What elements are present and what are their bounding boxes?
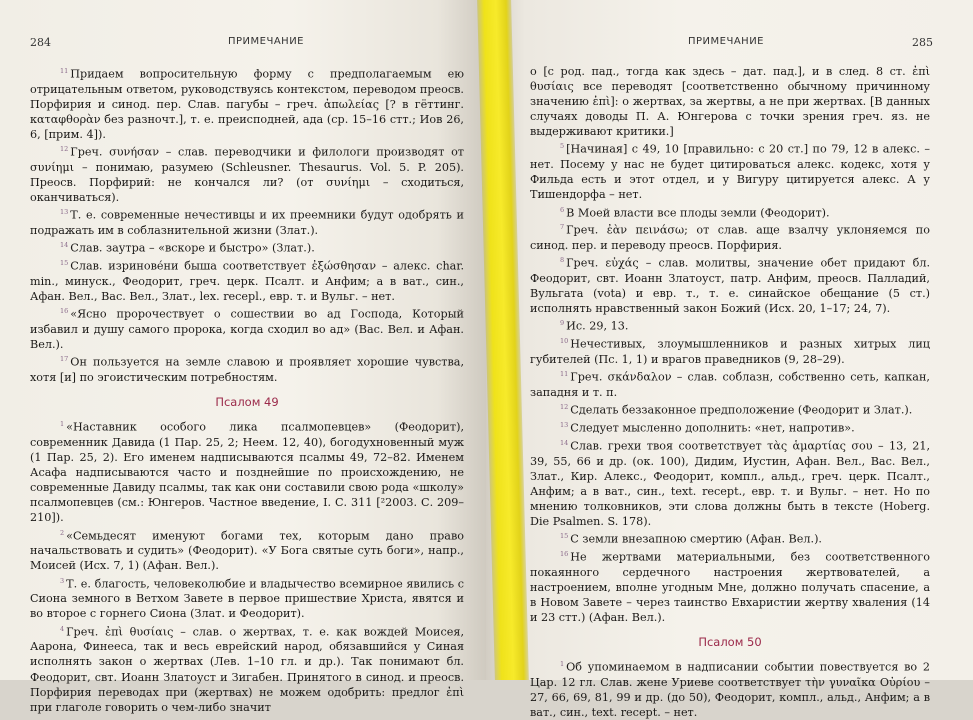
footnote-number: 15	[60, 259, 69, 268]
footnote-number: 16	[560, 549, 569, 558]
footnote-number: 5	[560, 142, 565, 151]
left-notes-before	[30, 64, 464, 385]
footnote-number: 6	[560, 205, 565, 214]
footnote-text: Ис. 29, 13.	[566, 320, 629, 334]
footnote-text: Греч. εὐχάς – слав. молитвы, значение обет придают бл. Феодорит, свт. Иоанн Златоуст, патр. Анфим, преосв. Палладий, Вульгата (vota) и евр. т., т. е. синайское обещание (5 ст.) исполнять нравственный закон Божий (Исх. 20, 1–17; 24, 7).	[530, 257, 930, 316]
footnote-text: Т. е. благость, человеколюбие и владычество всемирное явились с Сиона земного в Ветхом Завете в первое пришествие Христа, явятся и во второе с горнего Сиона (Злат. и Феодорит).	[30, 577, 464, 621]
footnote	[30, 526, 464, 574]
left-text-column	[30, 64, 464, 715]
footnote-text: Греч. σκάνδαλον – слав. соблазн, собственно сеть, капкан, западня и т. п.	[530, 370, 930, 400]
footnote-number: 1	[560, 660, 565, 669]
footnote-text: Не жертвами материальными, без соответственного покаянного сердечного настроения жертвователей, а настроением, вполне угодным Мне, должно получать спасение, а в Новом Завете – через таинство Евхаристии жертву хваления (14 и 23 стт.) (Афан. Вел.).	[530, 550, 930, 624]
psalm-50-title: Псалом 50	[698, 635, 762, 650]
footnote	[30, 205, 464, 238]
footnote	[530, 334, 930, 367]
footnote-text: Слав. заутра – «вскоре и быстро» (Злат.).	[70, 241, 315, 255]
footnote-text: Греч. ἐὰν πεινάσω; от слав. аще взалчу уклоняемся по синод. пер. и переводу преосв. Порфирия.	[530, 224, 930, 253]
footnote	[30, 417, 464, 525]
right-notes-before	[530, 139, 930, 625]
psalm-49-title: Псалом 49	[215, 395, 279, 410]
footnote-text: Т. е. современные нечестивцы и их преемники будут одобрять и подражать им в соблазнительной жизни (Злат.).	[30, 209, 464, 238]
footnote	[30, 574, 464, 622]
footnote-number: 2	[60, 528, 65, 537]
footnote-number: 13	[560, 420, 569, 429]
page-number-right: 285	[912, 36, 933, 49]
footnote-text: «Семьдесят именуют богами тех, которым дано право начальствовать и судить» (Феодорит). «У Бога святые суть боги», напр., Моисей (Исх. 7, 1) (Афан. Вел.).	[30, 529, 464, 573]
footnote-number: 16	[60, 307, 69, 316]
footnote	[530, 139, 930, 202]
footnote-text: «Ясно пророчествует о сошествии во ад Господа, Который избавил и душу самого пророка, когда сходил во ад» (Вас. Вел. и Афан. Вел.).	[30, 307, 464, 351]
footnote-number: 14	[60, 241, 69, 250]
footnote	[30, 238, 464, 256]
footnote-text: Придаем вопросительную форму с предполагаемым ею отрицательным ответом, руководствуясь контекстом, переводом преосв. Порфирия и синод. пер. Слав. пагубы – греч. ἀπωλείας [? в гёттинг. καταφθορὰν без разночт.], т. е. преисподней, ада (ср. 15–16 стт.; Иов 26, 6, [прим. 4]).	[30, 67, 464, 142]
footnote	[530, 316, 930, 334]
left-page	[0, 0, 486, 714]
left-notes-after	[30, 417, 464, 715]
footnote-text: Сделать беззаконное предположение (Феодорит и Злат.).	[570, 403, 913, 417]
footnote-text: Слав. грехи твоя соответствует τὰς ἁμαρτίας σου – 13, 21, 39, 55, 66 и др. (ок. 100), Дидим, Иустин, Афан. Вел., Вас. Вел., Злат., Кир. Алекс., Феодорит, компл., альд., греч. церк. Псалт., Анфим; а в ват., син., text. recept., евр. т. и Вульг. – нет. Но по мнению толковников, эти слова должны быть в тексте (Hoberg. Die Psalmen. S. 178).	[530, 439, 930, 528]
footnote-text: Слав. изринове́ни быша соответствует ἐξώσθησαν – алекс. char. min., минуск., Феодорит, греч. церк. Псалт. и Анфим; а в ват., син., Афан. Вел., Вас. Вел., Злат., lex. recepl., евр. т. и Вульг. – нет.	[30, 259, 464, 303]
page-number-left: 284	[30, 36, 51, 49]
footnote-text: С земли внезапною смертию (Афан. Вел.).	[570, 532, 822, 546]
footnote	[30, 142, 464, 205]
footnote	[530, 436, 930, 529]
footnote-number: 14	[560, 438, 569, 447]
footnote-text: Греч. συνήσαν – слав. переводчики и филологи производят от συνίημι – понимаю, разумею (Schleusner. Thesaurus. Vol. 5. P. 205). Преосв. Порфирий: не кончался ли? (от συνίημι – сходиться, оканчиваться).	[30, 145, 464, 205]
footnote	[530, 253, 930, 316]
footnote	[30, 622, 464, 715]
right-text-column	[530, 64, 930, 720]
footnote-number: 17	[60, 355, 69, 364]
footnote-text: Он пользуется на земле славою и проявляет хорошие чувства, хотя [и] по эгоистическим потребностям.	[30, 355, 464, 384]
footnote-number: 12	[60, 145, 69, 154]
continuation-text: о [с род. пад., тогда как здесь – дат. пад.], и в след. 8 ст. ἐπὶ θυσίαις все переводят [соответственно обычному причинному значению ἐπὶ]: о жертвах, за жертвы, а не при жертвах. [В данных случаях доводы П. А. Юнгерова с точки зрения греч. яз. не выдерживают критики.]	[530, 65, 930, 139]
footnote	[30, 256, 464, 304]
footnote	[30, 64, 464, 142]
footnote-text: Греч. ἐπὶ θυσίαις – слав. о жертвах, т. е. как вождей Моисея, Аарона, Финееса, так и весь еврейский народ, обязавшийся у Синая исполнять закон о жертвах (Лев. 1–10 гл. и др.). Так понимают бл. Феодорит, свт. Иоанн Златоуст и Зигабен. Принятого в синод. и преосв. Порфирия переводах при (жертвах) не можем одобрить: предлог ἐπὶ при глаголе говорить о чем-либо значит	[30, 625, 464, 714]
running-header-left: ПРИМЕЧАНИЕ	[228, 36, 304, 47]
footnote-number: 7	[560, 223, 565, 232]
running-header-right: ПРИМЕЧАНИЕ	[688, 36, 764, 47]
footnote-text: Об упоминаемом в надписании событии повествуется во 2 Цар. 12 гл. Слав. жене Уриеве соответствует τὴν γυναῖκα Οὐρίου – 27, 66, 69, 81, 99 и др. (до 50), Феодорит, компл., альд., Анфим; а в ват., син., text. recept. – нет.	[530, 660, 930, 720]
footnote	[30, 352, 464, 385]
footnote-number: 13	[60, 208, 69, 217]
footnote	[530, 657, 930, 720]
footnote-number: 12	[560, 403, 569, 412]
footnote-text: Следует мысленно дополнить: «нет, напротив».	[570, 421, 855, 435]
footnote-number: 3	[60, 576, 65, 585]
footnote-text: [Начиная] с 49, 10 [правильно: с 20 ст.] по 79, 12 в алекс. – нет. Посему у нас не будет цитироваться алекс. кодекс, хотя у Фильда есть и этот отдел, и у Вигуру цитируется алекс. А у Тишендорфа – нет.	[530, 143, 930, 202]
footnote-number: 4	[60, 624, 65, 633]
right-notes-after	[530, 657, 930, 720]
footnote	[30, 304, 464, 352]
footnote	[530, 418, 930, 436]
footnote-text: «Наставник особого лика псалмопевцев» (Феодорит), современник Давида (1 Пар. 25, 2; Неем. 12, 40), богодухновенный муж (1 Пар. 25, 2). Его именем надписываются псалмы 49, 72–82. Именем Асафа надписываются часто и позднейшие по происхождению, не современные Давиду псалмы, так как они составили свою рода «школу» псалмопевцев (см.: Юнгеров. Частное введение, I. С. 311 [²2003. С. 209–210]).	[30, 420, 464, 525]
footnote-number: 11	[560, 370, 569, 379]
footnote	[530, 203, 930, 221]
footnote	[530, 529, 930, 547]
footnote-number: 9	[560, 319, 565, 328]
footnote	[530, 367, 930, 400]
footnote	[530, 400, 930, 418]
footnote-number: 10	[560, 337, 569, 346]
footnote	[530, 220, 930, 253]
footnote-text: В Моей власти все плоды земли (Феодорит).	[566, 206, 830, 220]
footnote-number: 8	[560, 256, 565, 265]
footnote	[530, 547, 930, 625]
footnote-number: 1	[60, 420, 65, 429]
footnote-number: 11	[60, 67, 69, 75]
footnote-number: 15	[560, 532, 569, 541]
right-page	[486, 0, 973, 720]
footnote-text: Нечестивых, злоумышленников и разных хитрых лиц губителей (Пс. 1, 1) и врагов праведников (9, 28–29).	[530, 338, 930, 367]
